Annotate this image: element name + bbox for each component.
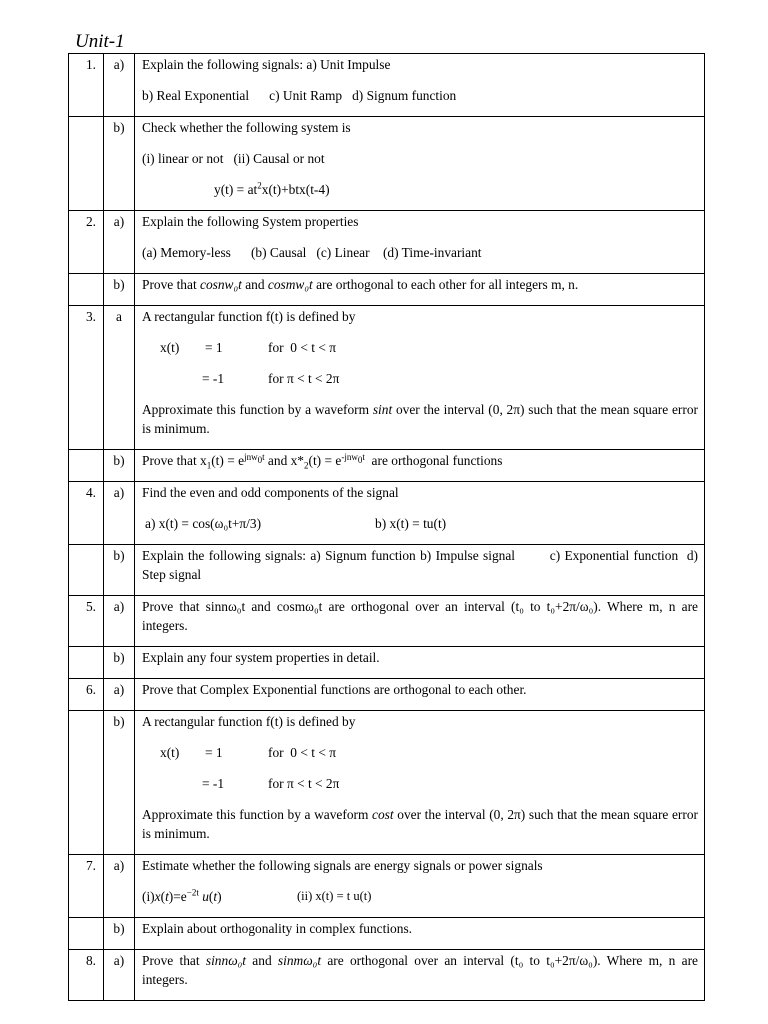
table-row (69, 274, 705, 306)
equation: $(i)x(t)=e^{-2t}$ u(t) (ii) x(t) = t u(t) (142, 887, 372, 904)
question-line: Prove that Complex Exponential functions are orthogonal to each other. (142, 682, 527, 697)
question-number (69, 918, 104, 950)
question-line: Explain the following signals: a) Signum function b) Impulse signal c) Exponential function d) Step signal (142, 548, 698, 582)
question-part: b) (104, 545, 135, 596)
equation: x(t) = 1 for 0 < t < π (160, 745, 336, 760)
question-part: a) (104, 211, 135, 274)
question-text (135, 482, 705, 545)
question-number: 4. (69, 482, 104, 545)
question-text (135, 117, 705, 211)
question-text (135, 545, 705, 596)
table-row (69, 918, 705, 950)
question-text (135, 855, 705, 918)
question-number (69, 117, 104, 211)
question-line: Approximate this function by a waveform cost over the interval (0, 2π) such that the mean square error is minimum. (142, 807, 698, 841)
question-number (69, 545, 104, 596)
question-line: Explain any four system properties in detail. (142, 650, 380, 665)
question-line: Estimate whether the following signals are energy signals or power signals (142, 858, 543, 873)
table-row (69, 54, 705, 117)
question-number: 5. (69, 596, 104, 647)
question-part: a) (104, 482, 135, 545)
table-row (69, 450, 705, 482)
question-number: 2. (69, 211, 104, 274)
question-line: Prove that cosnw₀t and cosmw₀t are orthogonal to each other for all integers m, n. (142, 277, 579, 292)
table-row (69, 482, 705, 545)
equation: = -1 for π < t < 2π (202, 371, 340, 386)
question-line: Explain the following signals: a) Unit Impulse (142, 57, 391, 72)
question-text (135, 596, 705, 647)
question-number (69, 274, 104, 306)
table-row (69, 596, 705, 647)
question-part: a) (104, 679, 135, 711)
question-number: 8. (69, 950, 104, 1001)
question-text (135, 918, 705, 950)
question-line: Check whether the following system is (142, 120, 351, 135)
question-number: 3. (69, 306, 104, 450)
question-part: b) (104, 918, 135, 950)
question-number (69, 647, 104, 679)
question-text (135, 54, 705, 117)
question-line: Prove that $x_1(t) = e^{jnw_0t}$ and $x*_2(t) = e^{-jnw_0t}$ are orthogonal functions (142, 451, 503, 471)
table-row (69, 117, 705, 211)
question-number (69, 450, 104, 482)
table-row (69, 679, 705, 711)
question-text (135, 274, 705, 306)
question-line: (i) linear or not (ii) Causal or not (142, 151, 325, 166)
question-line: b) Real Exponential c) Unit Ramp d) Signum function (142, 88, 457, 103)
question-part: a) (104, 54, 135, 117)
question-number: 7. (69, 855, 104, 918)
table-row (69, 647, 705, 679)
question-text (135, 211, 705, 274)
question-text (135, 711, 705, 855)
question-part: b) (104, 117, 135, 211)
question-number: 1. (69, 54, 104, 117)
question-line: Explain the following System properties (142, 214, 359, 229)
question-line: A rectangular function f(t) is defined by (142, 714, 356, 729)
question-line: (a) Memory-less (b) Causal (c) Linear (d) Time-invariant (142, 245, 482, 260)
table-row (69, 545, 705, 596)
question-part: a (104, 306, 135, 450)
table-row (69, 855, 705, 918)
question-text (135, 679, 705, 711)
question-table (68, 53, 705, 1001)
equation: x(t) = 1 for 0 < t < π (160, 340, 336, 355)
question-line: Prove that sinnω₀t and sinmω₀t are orthogonal over an interval (t₀ to t₀+2π/ω₀). Where m, n are integers. (142, 953, 698, 987)
question-line: Find the even and odd components of the signal (142, 485, 399, 500)
question-text (135, 950, 705, 1001)
equation: a) x(t) = cos(ω₀t+π/3) b) x(t) = tu(t) (145, 516, 447, 531)
question-line: A rectangular function f(t) is defined by (142, 309, 356, 324)
table-row (69, 306, 705, 450)
question-part: b) (104, 647, 135, 679)
table-row (69, 711, 705, 855)
page-title: Unit-1 (75, 31, 125, 52)
question-part: a) (104, 950, 135, 1001)
question-number: 6. (69, 679, 104, 711)
table-row (69, 211, 705, 274)
question-part: a) (104, 596, 135, 647)
question-part: b) (104, 450, 135, 482)
question-text (135, 647, 705, 679)
question-part: b) (104, 274, 135, 306)
question-line: Explain about orthogonality in complex functions. (142, 921, 412, 936)
equation: = -1 for π < t < 2π (202, 776, 340, 791)
question-part: a) (104, 855, 135, 918)
question-line: Approximate this function by a waveform sint over the interval (0, 2π) such that the mean square error is minimum. (142, 402, 698, 436)
question-text (135, 450, 705, 482)
question-part: b) (104, 711, 135, 855)
question-line: Prove that sinnω₀t and cosmω₀t are orthogonal over an interval (t₀ to t₀+2π/ω₀). Where m, n are integers. (142, 599, 698, 633)
equation: $y(t) = at^2x(t)+btx(t-4)$ (214, 180, 330, 197)
question-text (135, 306, 705, 450)
table-row (69, 950, 705, 1001)
question-number (69, 711, 104, 855)
